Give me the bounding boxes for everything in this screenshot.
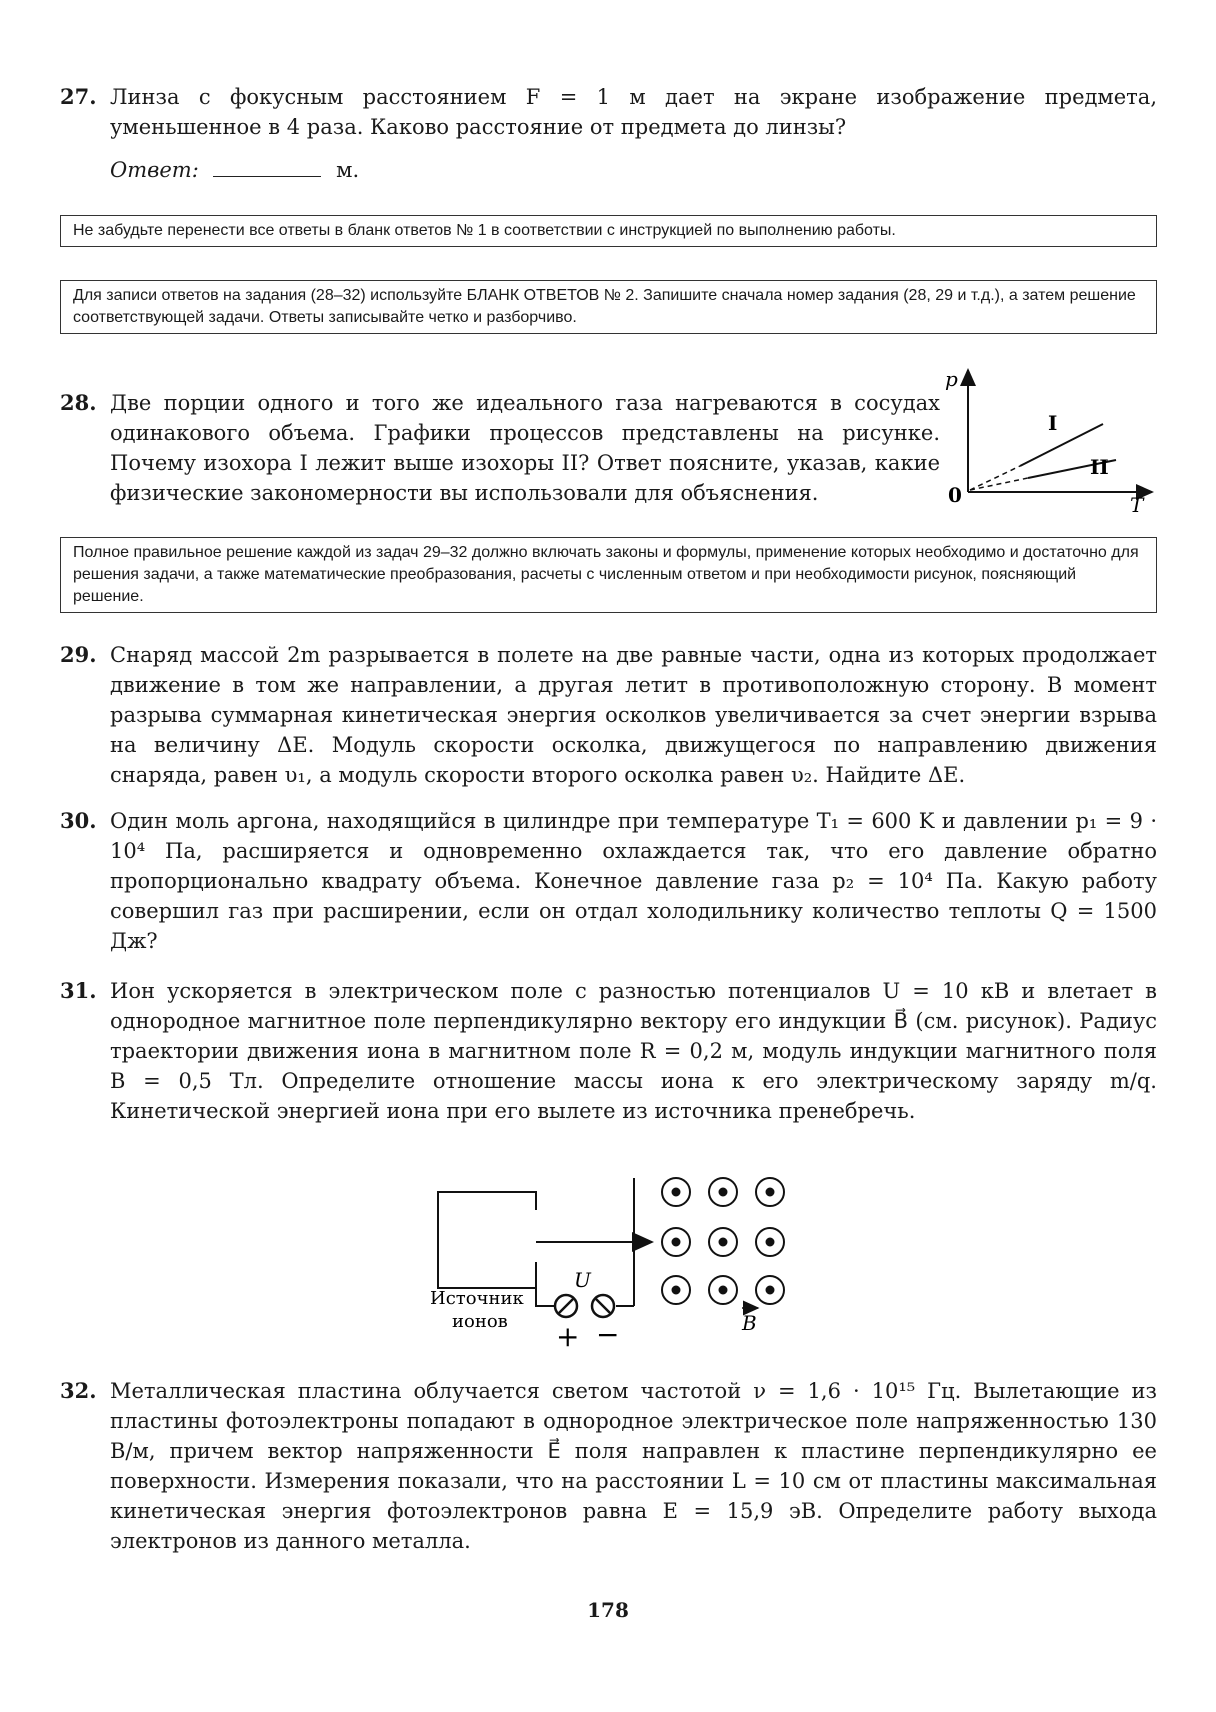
isochore-2-dashed xyxy=(970,478,1028,490)
answer-label: Ответ: xyxy=(110,158,199,182)
t-axis-label: T xyxy=(1130,493,1144,514)
source-label-line1: Источник xyxy=(430,1288,524,1309)
problem-30 xyxy=(60,806,1157,956)
isochore-1-dashed xyxy=(970,466,1020,490)
ion-source-figure xyxy=(420,1172,800,1352)
problem-text: Две порции одного и того же идеального газа нагреваются в сосудах одинакового объема. Графики процессов представлены на рисунке. Почему изохора I лежит выше изохоры II? Ответ поясните, указав, какие физические закономерности вы использовали для объяснения. xyxy=(110,391,940,505)
isochore-2-label: II xyxy=(1090,455,1109,479)
answer-unit: м. xyxy=(336,158,360,182)
notice-answer-sheet-2: Для записи ответов на задания (28–32) используйте БЛАНК ОТВЕТОВ № 2. Запишите сначала номер задания (28, 29 и т.д.), а затем решение соответствующей задачи. Ответы записывайте четко и разборчиво. xyxy=(60,280,1157,334)
problem-28 xyxy=(60,388,940,508)
problem-29 xyxy=(60,640,1157,790)
problem-32 xyxy=(60,1376,1157,1556)
problem-text: Снаряд массой 2m разрывается в полете на две равные части, одна из которых продолжает движение в том же направлении, а другая летит в противоположную сторону. В момент разрыва суммарная кинетическая энергия осколков увеличивается за счет энергии взрыва на величину ΔE. Модуль скорости осколка, движущегося по направлению движения снаряда, равен υ₁, а модуль скорости второго осколка равен υ₂. Найдите ΔE. xyxy=(110,643,1157,787)
problem-text: Линза с фокусным расстоянием F = 1 м дает на экране изображение предмета, уменьшенное в 4 раза. Каково расстояние от предмета до линзы? xyxy=(110,85,1157,139)
isochore-graph xyxy=(940,362,1160,514)
p-axis-label: p xyxy=(945,367,958,391)
problem-text: Ион ускоряется в электрическом поле с разностью потенциалов U = 10 кВ и влетает в однородное магнитное поле перпендикулярно вектору его индукции B⃗ (см. рисунок). Радиус траектории движения иона в магнитном поле R = 0,2 м, модуль индукции магнитного поля B = 0,5 Тл. Определите отношение массы иона к его электрическому заряду m/q. Кинетической энергией иона при его вылете из источника пренебречь. xyxy=(110,979,1157,1123)
answer-blank[interactable] xyxy=(213,158,321,177)
problem-number: 31. xyxy=(60,978,97,1003)
b-field-label: B xyxy=(742,1311,757,1335)
origin-label: 0 xyxy=(948,483,962,507)
problem-27 xyxy=(60,82,1157,142)
source-label-line2: ионов xyxy=(452,1311,508,1332)
problem-31 xyxy=(60,976,1157,1126)
magnetic-field-grid xyxy=(662,1178,784,1304)
isochore-1-label: I xyxy=(1048,411,1058,435)
minus-sign: − xyxy=(596,1318,620,1351)
problem-number: 27. xyxy=(60,84,97,109)
notice-full-solution: Полное правильное решение каждой из задач 29–32 должно включать законы и формулы, применение которых необходимо и достаточно для решения задачи, а также математические преобразования, расчеты с численным ответом и при необходимости рисунок, поясняющий решение. xyxy=(60,537,1157,613)
ion-source-box xyxy=(438,1192,536,1288)
notice-transfer-answers: Не забудьте перенести все ответы в бланк ответов № 1 в соответствии с инструкцией по выполнению работы. xyxy=(60,215,1157,247)
voltage-label: U xyxy=(574,1268,591,1292)
answer-line xyxy=(110,158,359,182)
problem-text: Металлическая пластина облучается светом частотой ν = 1,6 · 10¹⁵ Гц. Вылетающие из пластины фотоэлектроны попадают в однородное электрическое поле напряженностью 130 В/м, причем вектор напряженности E⃗ поля направлен к пластине перпендикулярно ее поверхности. Измерения показали, что на расстоянии L = 10 см от пластины максимальная кинетическая энергия фотоэлектронов равна E = 15,9 эВ. Определите работу выхода электронов из данного металла. xyxy=(110,1379,1157,1553)
problem-text: Один моль аргона, находящийся в цилиндре при температуре T₁ = 600 K и давлении p₁ = 9 · 10⁴ Па, расширяется и одновременно охлаждается так, что его давление обратно пропорционально квадрату объема. Конечное давление газа p₂ = 10⁴ Па. Какую работу совершил газ при расширении, если он отдал холодильнику количество теплоты Q = 1500 Дж? xyxy=(110,809,1157,953)
page-number: 178 xyxy=(587,1598,629,1622)
plus-sign: + xyxy=(556,1320,580,1352)
problem-number: 30. xyxy=(60,808,97,833)
problem-number: 32. xyxy=(60,1378,97,1403)
problem-number: 29. xyxy=(60,642,97,667)
problem-number: 28. xyxy=(60,390,97,415)
